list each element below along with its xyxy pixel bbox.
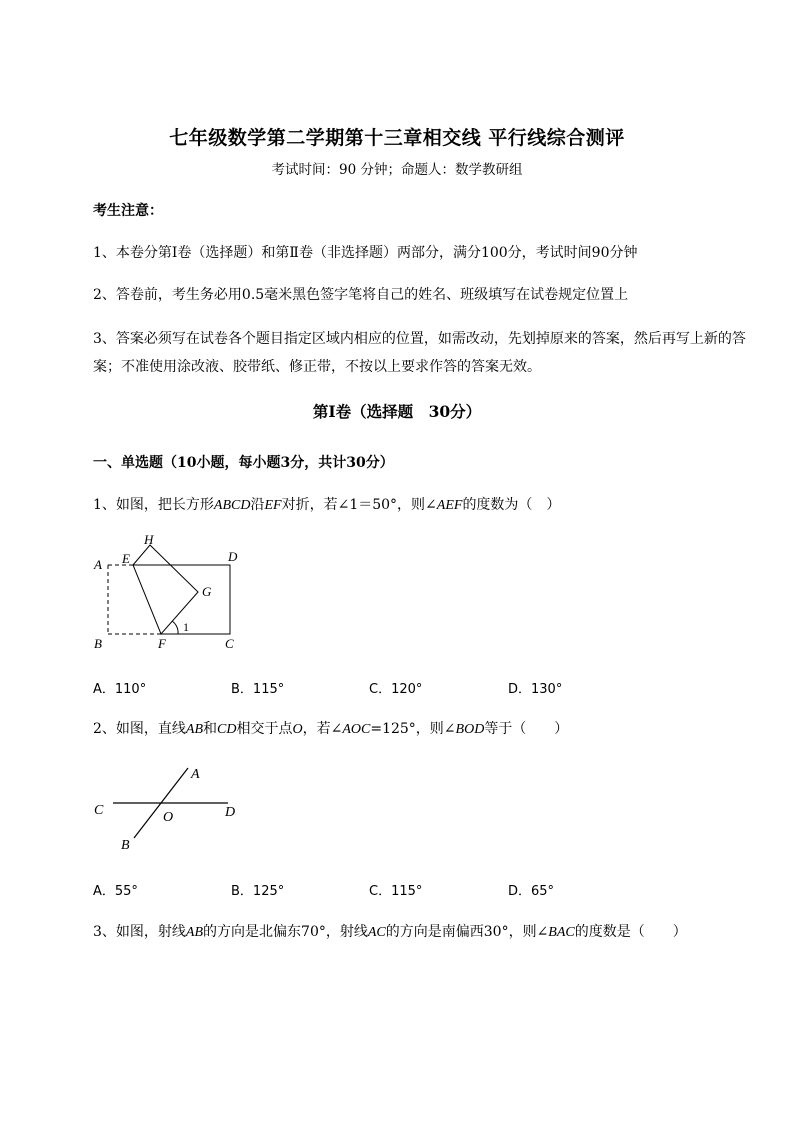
label-F: F xyxy=(158,636,166,651)
label-B: B xyxy=(94,636,102,651)
label-D: D xyxy=(225,805,236,820)
q1-option-b[interactable]: B．115° xyxy=(231,682,285,697)
label-E: E xyxy=(122,551,130,566)
q1-option-c[interactable]: C．120° xyxy=(369,682,423,697)
label-C: C xyxy=(94,803,104,818)
label-O: O xyxy=(163,810,174,825)
section-title: 一、单选题（10小题，每小题3分，共计30分） xyxy=(93,455,394,471)
q2-option-b[interactable]: B．125° xyxy=(231,884,285,899)
notice-item-3: 3、答案必须写在试卷各个题目指定区域内相应的位置，如需改动，先划掉原来的答案，然后再写上新的答案；不准使用涂改液、胶带纸、修正带，不按以上要求作答的答案无效。 xyxy=(93,331,746,375)
q2-option-a[interactable]: A．55° xyxy=(93,884,138,899)
q1-option-d[interactable]: D．130° xyxy=(508,682,563,697)
page-title: 七年级数学第二学期第十三章相交线 平行线综合测评 xyxy=(169,127,625,149)
label-A: A xyxy=(94,557,102,572)
question-1-figure xyxy=(88,528,258,658)
label-G: G xyxy=(202,584,212,599)
q2-option-c[interactable]: C．115° xyxy=(369,884,423,899)
question-1-stem: 1、如图，把长方形ABCD沿EF对折，若∠1＝50°，则∠AEF的度数为（ ） xyxy=(93,497,561,513)
label-C: C xyxy=(225,636,234,651)
label-B: B xyxy=(121,838,130,853)
question-2-stem: 2、如图，直线AB和CD相交于点O，若∠AOC=125°，则∠BOD等于（ ） xyxy=(93,721,569,737)
notice-item-1: 1、本卷分第Ⅰ卷（选择题）和第Ⅱ卷（非选择题）两部分，满分100分，考试时间90分钟 xyxy=(93,245,638,261)
notice-heading: 考生注意： xyxy=(93,203,163,219)
exam-info: 考试时间：90 分钟；命题人：数学教研组 xyxy=(271,162,523,178)
question-3-stem: 3、如图，射线AB的方向是北偏东70°，射线AC的方向是南偏西30°，则∠BAC的度数是（ ） xyxy=(93,924,687,940)
label-H: H xyxy=(144,532,154,547)
angle-1-arc xyxy=(172,621,178,634)
label-angle-1: 1 xyxy=(183,620,189,634)
label-A: A xyxy=(191,767,200,782)
q1-option-a[interactable]: A．110° xyxy=(93,682,147,697)
label-D: D xyxy=(228,549,238,564)
part-title: 第Ⅰ卷（选择题 30分） xyxy=(312,402,482,421)
notice-item-2: 2、答卷前，考生务必用0.5毫米黑色签字笔将自己的姓名、班级填写在试卷规定位置上 xyxy=(93,287,629,303)
question-2-figure xyxy=(88,760,258,860)
q2-option-d[interactable]: D．65° xyxy=(508,884,555,899)
